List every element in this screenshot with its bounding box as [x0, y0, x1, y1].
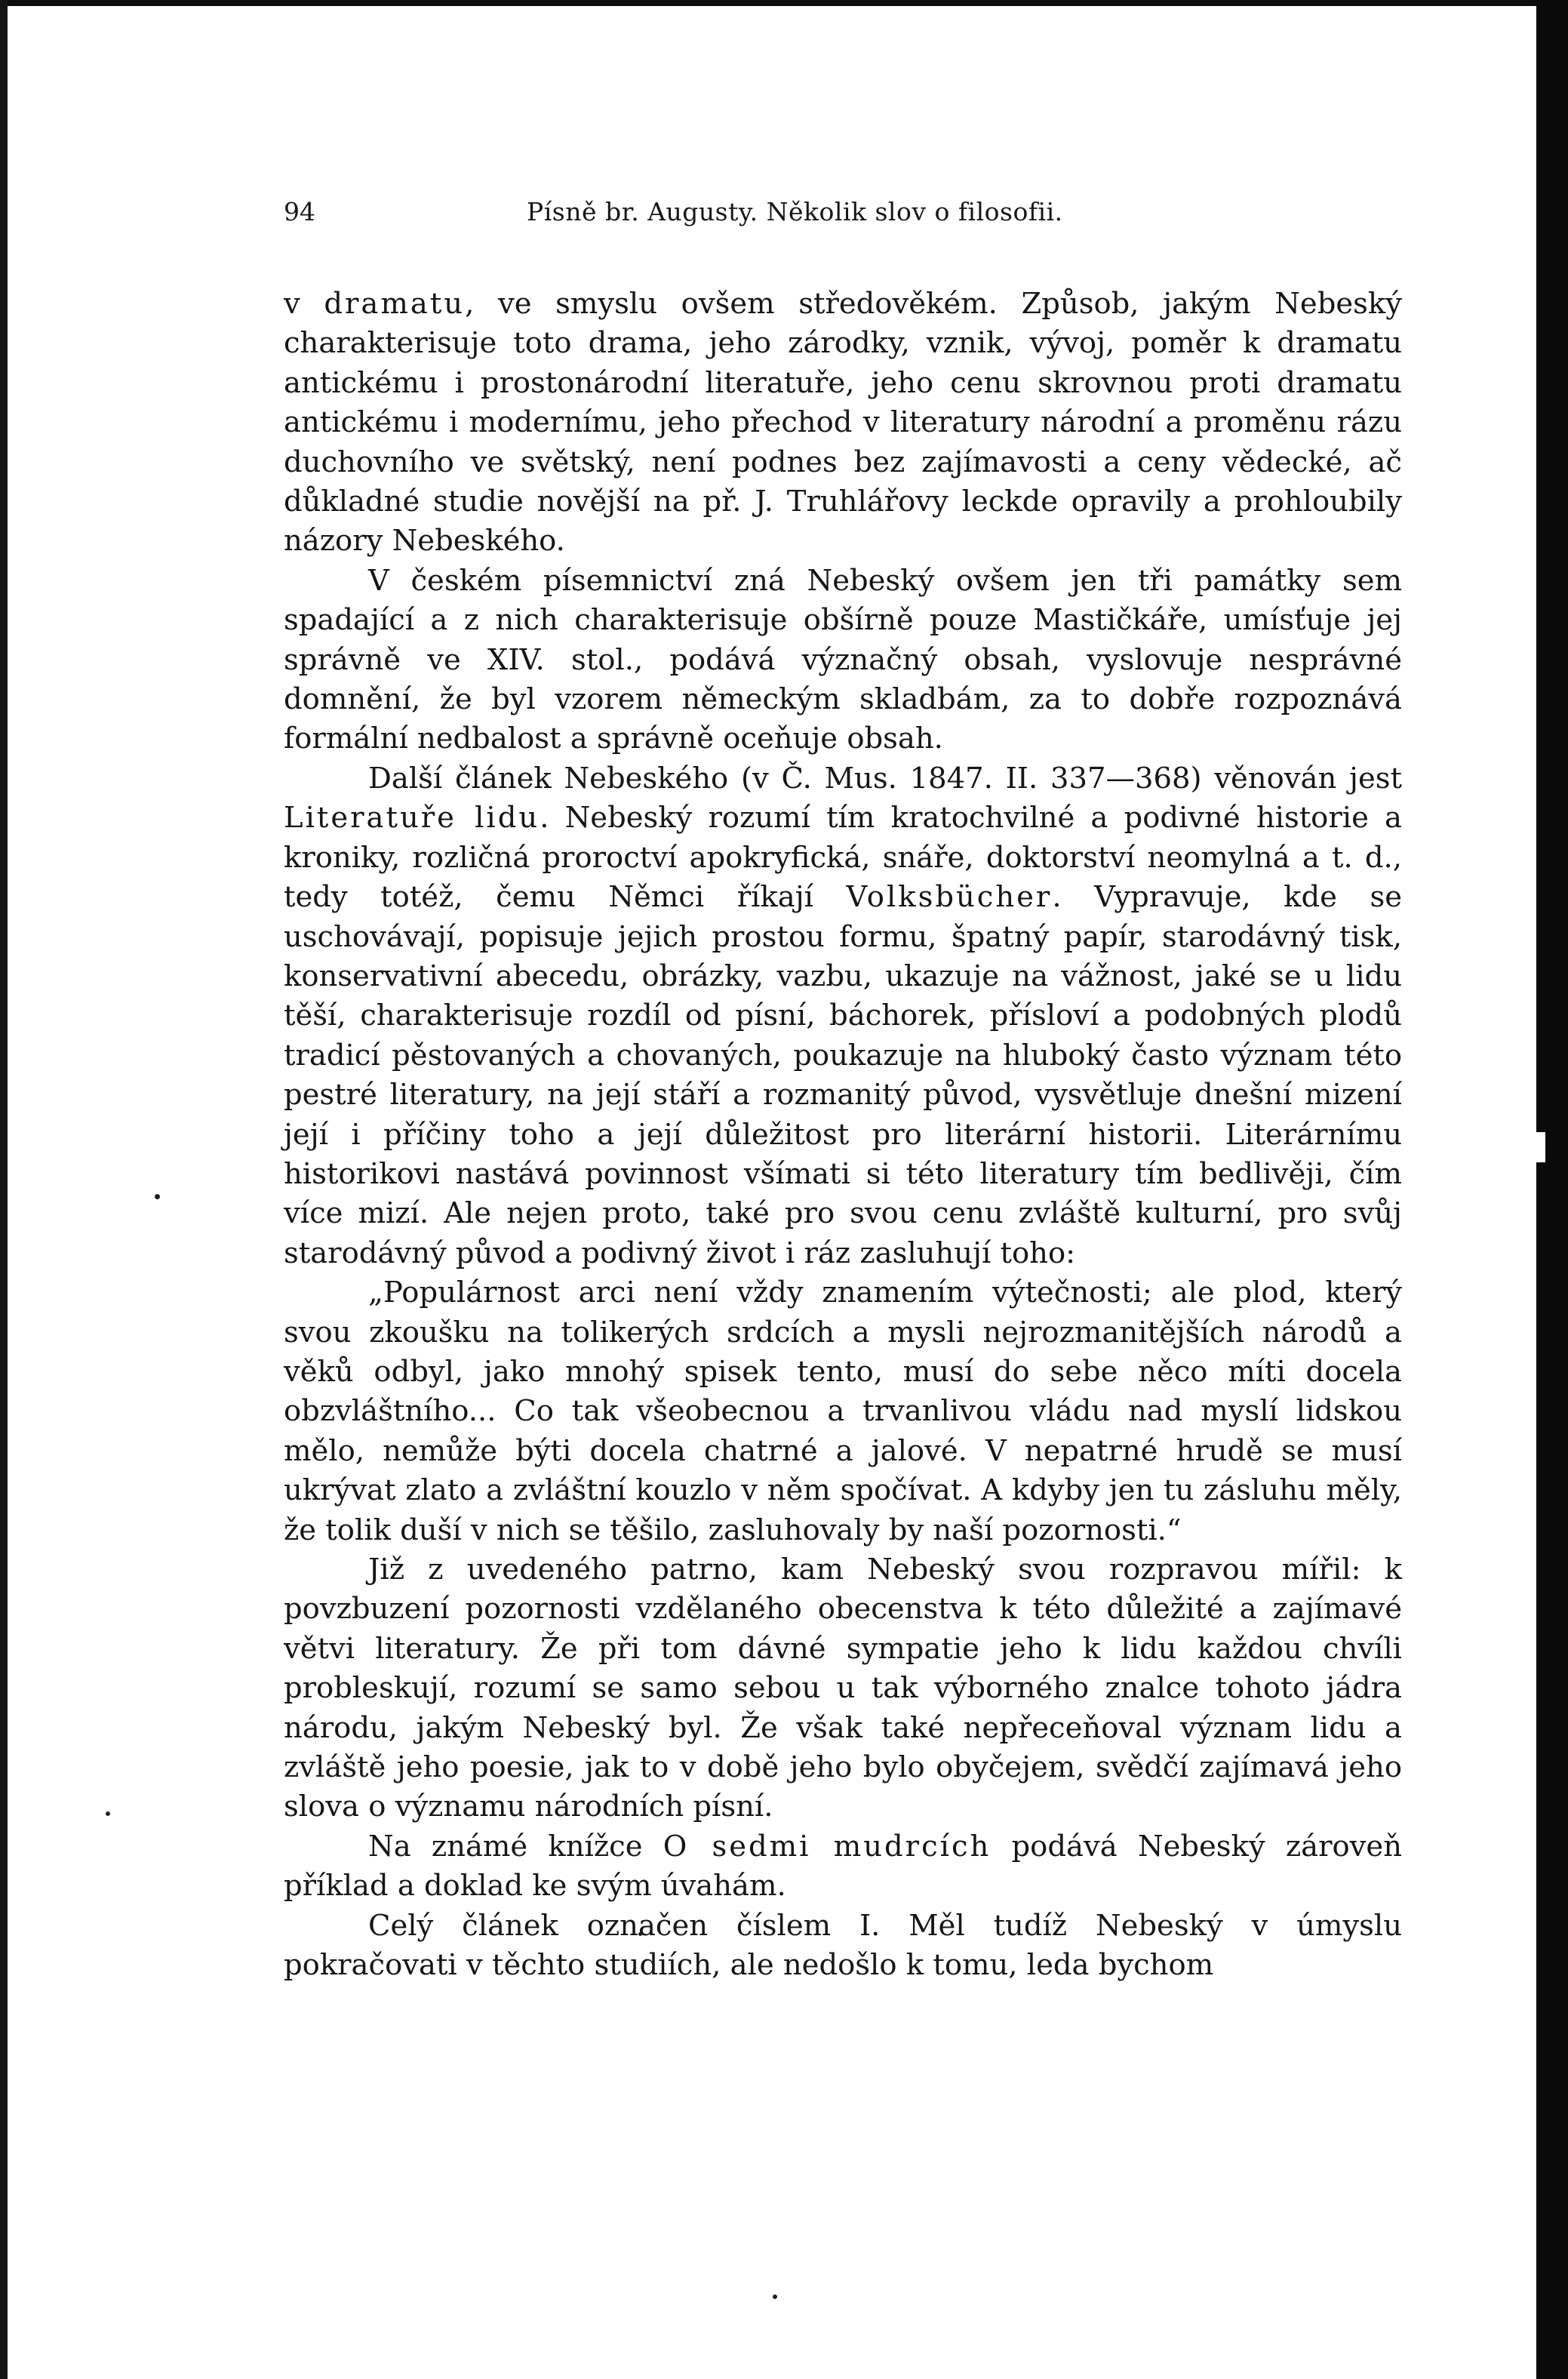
text-run: Další článek Nebeského (v Č. Mus. 1847. II. 337—368) věnován jest — [368, 761, 1402, 796]
book-page — [284, 192, 1402, 1985]
print-speck — [773, 2294, 777, 2299]
scan-border-right — [1536, 0, 1568, 2379]
paragraph — [284, 562, 1402, 759]
paragraph — [284, 1907, 1402, 1986]
scan-border-top — [0, 0, 1568, 6]
scan-border-left — [0, 0, 8, 2379]
emphasized-term: Literatuře lidu — [284, 801, 540, 836]
text-run: Celý článek označen číslem I. Měl tudíž Nebeský v úmyslu pokračovati v těchto studiích, ale nedošlo k tomu, leda bychom — [284, 1908, 1402, 1983]
emphasized-term: O sedmi mudrcích — [663, 1829, 992, 1863]
paragraph — [284, 1550, 1402, 1827]
text-run: Již z uvedeného patrno, kam Nebeský svou rozpravou mířil: k povzbuzení pozornosti vzdělaného obecenstva k této důležité a zajímavé větvi literatury. Že při tom dávné sympatie jeho k lidu každou chvíli probleskují, rozumí se samo sebou u tak výborného znalce tohoto jádra národu, jakým Nebeský byl. Že však také nepřeceňoval význam lidu a zvláště jeho poesie, jak to v době jeho bylo obyčejem, svědčí zajímavá jeho slova o významu národních písní. — [284, 1553, 1402, 1824]
page-number: 94 — [284, 197, 315, 226]
emphasized-term: Volksbücher — [846, 880, 1053, 915]
paragraph — [284, 759, 1402, 1273]
emphasized-term: dramatu — [324, 287, 466, 321]
print-speck — [106, 1811, 110, 1816]
text-run: v — [284, 287, 324, 321]
text-run: „Populárnost arci není vždy znamením výtečnosti; ale plod, který svou zkoušku na tolikerých srdcích a mysli nejrozmanitějších národů a věků odbyl, jako mnohý spisek tento, musí do sebe něco míti docela obzvláštního... Co tak všeobecnou a trvanlivou vládu nad myslí lidskou mělo, nemůže býti docela chatrné a jalové. V nepatrné hrudě se musí ukrývat zlato a zvláštní kouzlo v něm spočívat. A kdyby jen tu zásluhu měly, že tolik duší v nich se těšilo, zasluhovaly by naší pozornosti.“ — [284, 1276, 1402, 1547]
body-text — [284, 285, 1402, 1985]
text-run: . Vypravuje, kde se uschovávají, popisuje jejich prostou formu, špatný papír, starodávný tisk, konservativní abecedu, obrázky, vazbu, ukazuje na vážnost, jaké se u lidu těší, charakterisuje rozdíl od písní, báchorek, přísloví a podobných plodů tradicí pěstovaných a chovaných, poukazuje na hluboký často význam této pestré literatury, na její stáří a rozmanitý původ, vysvětluje dnešní mizení její i příčiny toho a její důležitost pro literární historii. Literárnímu historikovi nastává povinnost všímati si této literatury tím bedlivěji, čím více mizí. Ale nejen proto, také pro svou cenu zvláště kulturní, pro svůj starodávný původ a podivný život i ráz zasluhují toho: — [284, 880, 1402, 1270]
print-speck — [155, 1194, 160, 1199]
paragraph — [284, 1827, 1402, 1907]
text-run: , ve smyslu ovšem středověkém. Způsob, jakým Nebeský charakterisuje toto drama, jeho zárodky, vznik, vývoj, poměr k dramatu antickému i prostonárodní literatuře, jeho cenu skrovnou proti dramatu antickému i modernímu, jeho přechod v literatury národní a proměnu rázu duchovního ve světský, není podnes bez zajímavosti a ceny vědecké, ač důkladné studie novější na př. J. Truhlářovy leckde opravily a prohloubily názory Nebeského. — [284, 287, 1402, 559]
quotation-paragraph — [284, 1273, 1402, 1550]
text-run: Na známé knížce — [368, 1829, 663, 1863]
text-run: V českém písemnictví zná Nebeský ovšem jen tři památky sem spadající a z nich charakterisuje obšírně pouze Mastičkáře, umísťuje jej správně ve XIV. stol., podává význačný obsah, vyslovuje nesprávné domnění, že byl vzorem německým skladbám, za to dobře rozpoznává formální nedbalost a správně oceňuje obsah. — [284, 563, 1402, 756]
scan-border-gap — [1536, 1132, 1545, 1162]
running-header — [284, 192, 1402, 232]
paragraph — [284, 285, 1402, 562]
text-run: podává Nebeský zároveň příklad a doklad ke svým úvahám. — [284, 1829, 1402, 1904]
text-run: . Nebeský rozumí tím kratochvilné a podivné historie a kroniky, rozličná proroctví apokryfická, snáře, doktorství neomylná a t. d., tedy totéž, čemu Němci říkají — [284, 801, 1402, 915]
running-title: Písně br. Augusty. Několik slov o filosofii. — [527, 197, 1063, 226]
